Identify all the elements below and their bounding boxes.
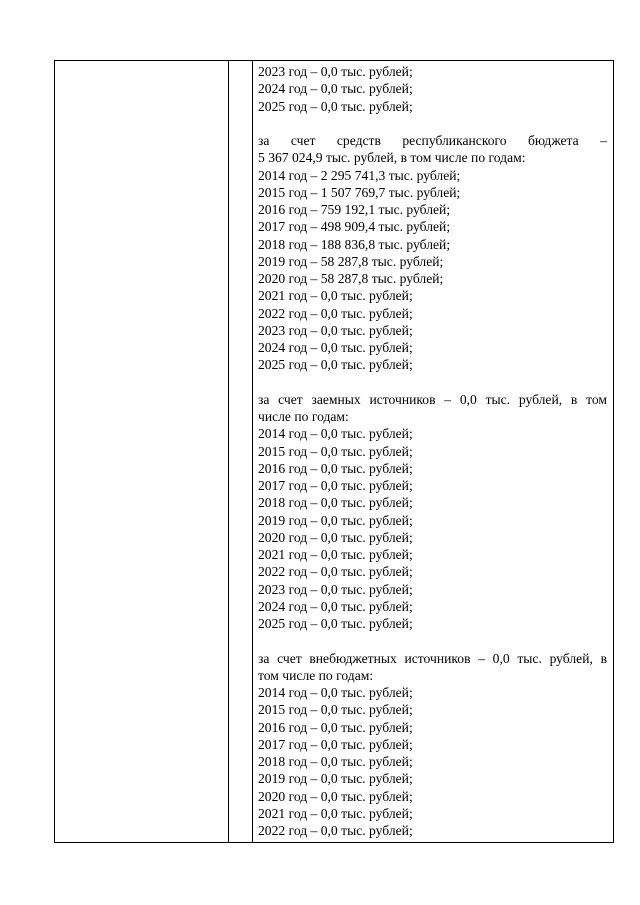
heading-word: средств	[336, 133, 381, 148]
paragraph-gap	[258, 374, 607, 391]
republican-budget-years	[258, 167, 607, 374]
year-line: 2025 год – 0,0 тыс. рублей;	[258, 357, 413, 373]
year-line: 2020 год – 0,0 тыс. рублей;	[258, 788, 413, 804]
year-line: 2019 год – 0,0 тыс. рублей;	[258, 771, 413, 787]
loan-sources-section	[258, 391, 607, 633]
year-line: 2021 год – 0,0 тыс. рублей;	[258, 805, 413, 821]
year-line: 2014 год – 2 295 741,3 тыс. рублей;	[258, 167, 461, 183]
year-line: 2021 год – 0,0 тыс. рублей;	[258, 288, 413, 304]
loan-sources-heading-cont: числе по годам:	[258, 409, 349, 424]
continued-years-block	[258, 63, 607, 115]
extrabudgetary-section	[258, 650, 607, 840]
heading-word: за	[258, 650, 270, 666]
republican-budget-total: 5 367 024,9 тыс. рублей, в том числе по годам:	[258, 150, 526, 166]
year-line: 2022 год – 0,0 тыс. рублей;	[258, 823, 413, 838]
year-line: 2025 год – 0,0 тыс. рублей;	[258, 616, 413, 631]
year-line: 2023 год – 0,0 тыс. рублей;	[258, 322, 413, 338]
year-line: 2022 год – 0,0 тыс. рублей;	[258, 564, 413, 580]
extrabudgetary-heading-cont: том числе по годам:	[258, 667, 374, 683]
heading-word: заемных	[311, 391, 361, 407]
column-divider-right	[252, 61, 253, 842]
heading-word: рублей,	[518, 391, 563, 407]
heading-word: –	[600, 133, 607, 148]
loan-sources-heading	[258, 391, 607, 408]
heading-word: 0,0	[459, 391, 477, 407]
year-line: 2018 год – 188 836,8 тыс. рублей;	[258, 236, 451, 252]
year-line: 2019 год – 58 287,8 тыс. рублей;	[258, 253, 444, 269]
year-line: 2021 год – 0,0 тыс. рублей;	[258, 547, 413, 562]
year-line: 2020 год – 0,0 тыс. рублей;	[258, 529, 413, 545]
year-line: 2015 год – 0,0 тыс. рублей;	[258, 702, 413, 718]
year-line: 2015 год – 1 507 769,7 тыс. рублей;	[258, 184, 461, 200]
heading-word: республиканского	[402, 133, 507, 148]
paragraph-gap	[258, 115, 607, 132]
year-line: 2016 год – 759 192,1 тыс. рублей;	[258, 202, 451, 217]
year-line: 2022 год – 0,0 тыс. рублей;	[258, 305, 413, 321]
year-line: 2020 год – 58 287,8 тыс. рублей;	[258, 271, 444, 286]
year-line: 2017 год – 0,0 тыс. рублей;	[258, 736, 413, 752]
loan-sources-years	[258, 425, 607, 632]
year-line: 2019 год – 0,0 тыс. рублей;	[258, 512, 413, 528]
year-line: 2024 год – 0,0 тыс. рублей;	[258, 81, 413, 97]
heading-word: внебюджетных	[309, 650, 397, 666]
year-line: 2018 год – 0,0 тыс. рублей;	[258, 754, 413, 769]
heading-word: бюджета	[528, 133, 579, 148]
heading-word: за	[258, 133, 270, 148]
year-line: 2014 год – 0,0 тыс. рублей;	[258, 685, 413, 700]
heading-word: счет	[290, 133, 316, 148]
year-line: 2016 год – 0,0 тыс. рублей;	[258, 719, 413, 735]
heading-word: в	[570, 391, 578, 407]
extrabudgetary-years	[258, 684, 607, 839]
heading-word: за	[258, 391, 270, 407]
heading-word: счет	[278, 391, 303, 407]
paragraph-gap	[258, 632, 607, 649]
year-line: 2017 год – 0,0 тыс. рублей;	[258, 478, 413, 493]
year-line: 2024 год – 0,0 тыс. рублей;	[258, 340, 413, 355]
heading-word: счет	[277, 650, 302, 666]
year-line: 2023 год – 0,0 тыс. рублей;	[258, 64, 413, 79]
republican-budget-section	[258, 132, 607, 374]
year-line: 2015 год – 0,0 тыс. рублей;	[258, 443, 413, 459]
heading-word: тыс.	[517, 650, 542, 666]
column-divider-left	[228, 61, 229, 842]
extrabudgetary-heading	[258, 650, 607, 667]
year-line: 2014 год – 0,0 тыс. рублей;	[258, 426, 413, 442]
heading-word: рублей,	[549, 650, 593, 666]
heading-word: источников	[369, 391, 436, 407]
heading-word: источников	[404, 650, 471, 666]
passport-table	[54, 60, 614, 843]
republican-budget-heading	[258, 132, 607, 149]
heading-word: –	[444, 391, 452, 407]
year-line: 2016 год – 0,0 тыс. рублей;	[258, 460, 413, 476]
funding-text-cell	[258, 63, 607, 839]
heading-word: –	[478, 650, 485, 666]
year-line: 2018 год – 0,0 тыс. рублей;	[258, 495, 413, 511]
heading-word: тыс.	[485, 391, 511, 407]
heading-word: том	[586, 391, 607, 407]
year-line: 2025 год – 0,0 тыс. рублей;	[258, 98, 413, 114]
heading-word: 0,0	[492, 650, 510, 666]
year-line: 2017 год – 498 909,4 тыс. рублей;	[258, 219, 451, 235]
year-line: 2023 год – 0,0 тыс. рублей;	[258, 581, 413, 597]
year-line: 2024 год – 0,0 тыс. рублей;	[258, 598, 413, 614]
heading-word: в	[600, 650, 607, 666]
